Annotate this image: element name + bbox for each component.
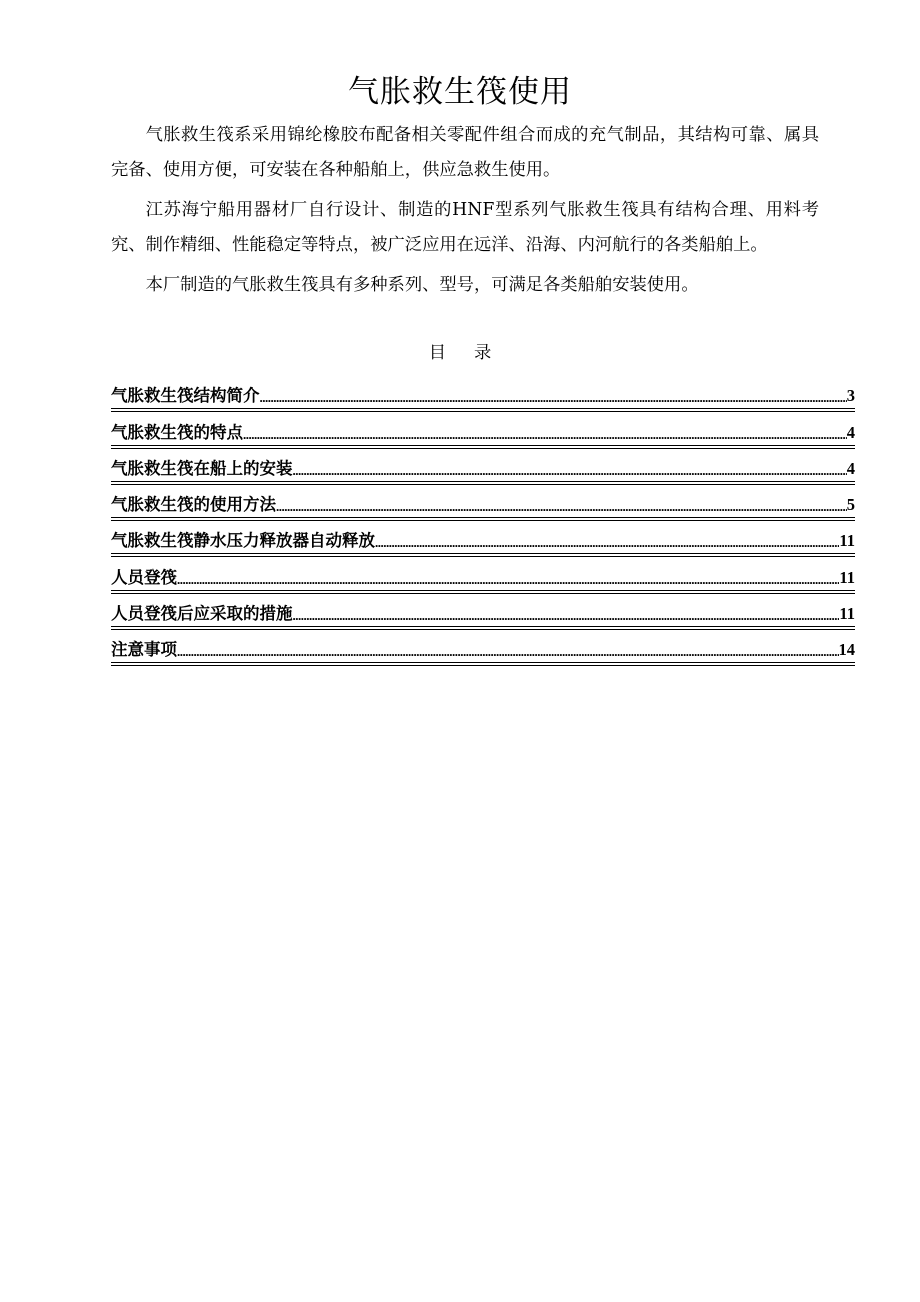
toc-leader-dots bbox=[177, 572, 839, 590]
toc-entry-page: 14 bbox=[838, 640, 855, 660]
toc-heading bbox=[0, 338, 920, 368]
toc-entry-label: 气胀救生筏在船上的安装 bbox=[111, 458, 293, 478]
toc-entry-installation[interactable] bbox=[111, 446, 855, 482]
toc-entry-label: 气胀救生筏的特点 bbox=[111, 422, 243, 442]
toc-entry-label: 气胀救生筏静水压力释放器自动释放 bbox=[111, 531, 375, 551]
toc-heading-right: 录 bbox=[474, 343, 492, 363]
toc-leader-dots bbox=[293, 463, 847, 481]
toc-entry-label: 气胀救生筏结构简介 bbox=[111, 386, 260, 406]
intro-text bbox=[111, 118, 819, 308]
toc-entry-boarding[interactable] bbox=[111, 554, 855, 590]
toc-entry-page: 11 bbox=[839, 604, 855, 624]
toc-leader-dots bbox=[260, 390, 847, 408]
toc-entry-label: 气胀救生筏的使用方法 bbox=[111, 495, 276, 515]
toc-entry-label: 注意事项 bbox=[111, 640, 177, 660]
toc-leader-dots bbox=[293, 608, 840, 626]
toc-entry-usage[interactable] bbox=[111, 482, 855, 518]
toc-leader-dots bbox=[276, 499, 847, 517]
table-of-contents bbox=[111, 373, 855, 663]
toc-entry-precautions[interactable] bbox=[111, 627, 855, 663]
toc-entry-page: 11 bbox=[839, 567, 855, 587]
document-title: 气胀救生筏使用 bbox=[348, 74, 572, 110]
toc-entry-page: 5 bbox=[846, 495, 855, 515]
toc-entry-page: 11 bbox=[839, 531, 855, 551]
toc-entry-page: 4 bbox=[846, 458, 855, 478]
toc-entry-features[interactable] bbox=[111, 409, 855, 445]
toc-entry-page: 4 bbox=[846, 422, 855, 442]
toc-heading-left: 目 bbox=[428, 343, 446, 363]
toc-entry-structure[interactable] bbox=[111, 373, 855, 409]
toc-entry-page: 3 bbox=[846, 386, 855, 406]
toc-entry-label: 人员登筏 bbox=[111, 567, 177, 587]
toc-entry-after-boarding[interactable] bbox=[111, 591, 855, 627]
toc-leader-dots bbox=[243, 427, 847, 445]
toc-entry-label: 人员登筏后应采取的措施 bbox=[111, 604, 293, 624]
toc-entry-hydrostatic-release[interactable] bbox=[111, 518, 855, 554]
intro-paragraph-1: 气胀救生筏系采用锦纶橡胶布配备相关零配件组合而成的充气制品，其结构可靠、属具完备、使用方便，可安装在各种船舶上，供应急救生使用。 bbox=[111, 125, 819, 180]
intro-paragraph-2: 江苏海宁船用器材厂自行设计、制造的HNF型系列气胀救生筏具有结构合理、用料考究、制作精细、性能稳定等特点，被广泛应用在远洋、沿海、内河航行的各类船舶上。 bbox=[111, 200, 819, 255]
toc-leader-dots bbox=[177, 644, 839, 662]
intro-paragraph-3: 本厂制造的气胀救生筏具有多种系列、型号，可满足各类船舶安装使用。 bbox=[145, 275, 699, 295]
toc-leader-dots bbox=[375, 535, 839, 553]
